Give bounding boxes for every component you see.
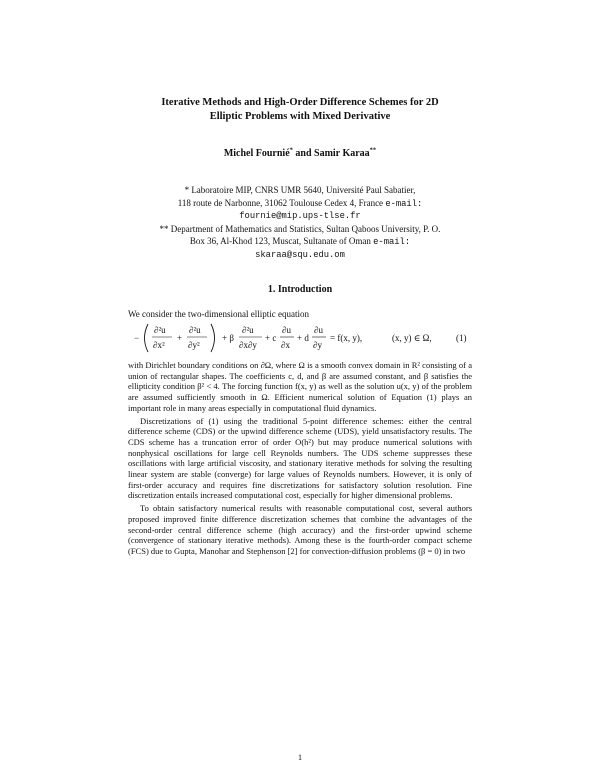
eq-frac2-num: ∂²u — [189, 325, 201, 335]
section-heading: 1. Introduction — [267, 284, 333, 295]
intro-lead-sentence: We consider the two-dimensional elliptic equation — [128, 309, 309, 319]
author-line — [100, 147, 500, 160]
email-label-1: e-mail: — [385, 198, 423, 209]
eq-c: + c — [265, 333, 277, 343]
affiliation-2-address: Box 36, Al-Khod 123, Muscat, Sultanate of Oman — [189, 236, 371, 247]
page-number: 1 — [297, 752, 303, 762]
paragraph-1: with Dirichlet boundary conditions on ∂Ω, where Ω is a smooth convex domain in R² consisting of a union of rectangular shapes. The coefficients c, d, and β are assumed constant, and β satisfies the ellipticity condition β² < 4. The forcing function f(x, y) as well as the solution u(x, y) of the problem are assumed sufficiently smooth in Ω. Efficient numerical solution of Equation (1) plays an important role in many areas especially in computational fluid dynamics. — [128, 360, 472, 413]
affiliation-1-email: fournie@mip.ups-tlse.fr — [239, 211, 361, 222]
title-line-2: Elliptic Problems with Mixed Derivative — [209, 111, 391, 122]
affiliations — [120, 184, 480, 262]
eq-beta: + β — [222, 333, 234, 343]
author-joiner: and — [292, 148, 315, 159]
paragraph-2: Discretizations of (1) using the traditional 5-point difference schemes: either the central difference scheme (CDS) or the upwind difference scheme (UDS), yield unsatisfactory results. The CDS scheme has a truncation error of order O(h²) but may produce numerical solutions with nonphysical oscillations for large cell Reynolds numbers. The UDS scheme suppresses these oscillations with large artificial viscosity, and stationary iterative methods for solving the resulting linear system are stable (converge) for large values of Reynolds numbers. However, it is only of first-order accuracy and requires fine discretizations for satisfactory solution resolution. Fine discretization entails increased computational cost, especially for higher dimensional problems. — [128, 415, 472, 501]
email-label-2: e-mail: — [373, 237, 411, 248]
affiliation-2-line-2 — [120, 235, 480, 249]
affiliation-1-address: 118 route de Narbonne, 31062 Toulouse Cedex 4, France — [177, 197, 384, 208]
author-1-mark: * — [289, 146, 293, 154]
eq-frac3-den: ∂x∂y — [239, 340, 257, 350]
eq-left-paren — [145, 324, 149, 352]
eq-frac4-num: ∂u — [282, 325, 291, 335]
eq-domain: (x, y) ∈ Ω, — [392, 333, 432, 343]
affiliation-2-email: skaraa@squ.edu.om — [255, 249, 345, 260]
eq-frac1-den: ∂x² — [153, 340, 165, 350]
eq-frac3-num: ∂²u — [242, 325, 254, 335]
paper-title — [100, 96, 500, 124]
title-line-1: Iterative Methods and High-Order Difference Schemes for 2D — [161, 97, 439, 108]
eq-frac5-num: ∂u — [314, 325, 323, 335]
paragraph-3: To obtain satisfactory numerical results with reasonable computational cost, several authors proposed improved finite difference discretization schemes that combine the advantages of the second-order central difference scheme (high accuracy) and the first-order upwind scheme (convergence of stationary iterative methods). Among these is the fourth-order compact scheme (FCS) due to Gupta, Manohar and Stephenson [2] for convection-diffusion problems (β = 0) in two — [128, 503, 472, 556]
equation-1 — [134, 320, 474, 356]
affiliation-1-line-1: * Laboratoire MIP, CNRS UMR 5640, Université Paul Sabatier, — [184, 185, 416, 195]
eq-right-paren — [211, 324, 215, 352]
eq-plus-1: + — [177, 333, 183, 343]
author-2-mark: ** — [369, 146, 377, 154]
eq-frac4-den: ∂x — [281, 340, 290, 350]
affiliation-2-line-1: ** Department of Mathematics and Statistics, Sultan Qaboos University, P. O. — [159, 223, 441, 234]
eq-minus: − — [134, 333, 140, 343]
body-text — [128, 360, 472, 559]
eq-rhs: = f(x, y), — [330, 333, 363, 343]
eq-frac2-den: ∂y² — [188, 340, 200, 350]
eq-number: (1) — [456, 333, 467, 343]
affiliation-1-line-2 — [120, 197, 480, 211]
eq-frac1-num: ∂²u — [154, 325, 166, 335]
eq-d: + d — [297, 333, 309, 343]
author-1-name: Michel Fournié — [223, 148, 290, 159]
eq-frac5-den: ∂y — [313, 340, 322, 350]
author-2-name: Samir Karaa — [314, 148, 370, 159]
